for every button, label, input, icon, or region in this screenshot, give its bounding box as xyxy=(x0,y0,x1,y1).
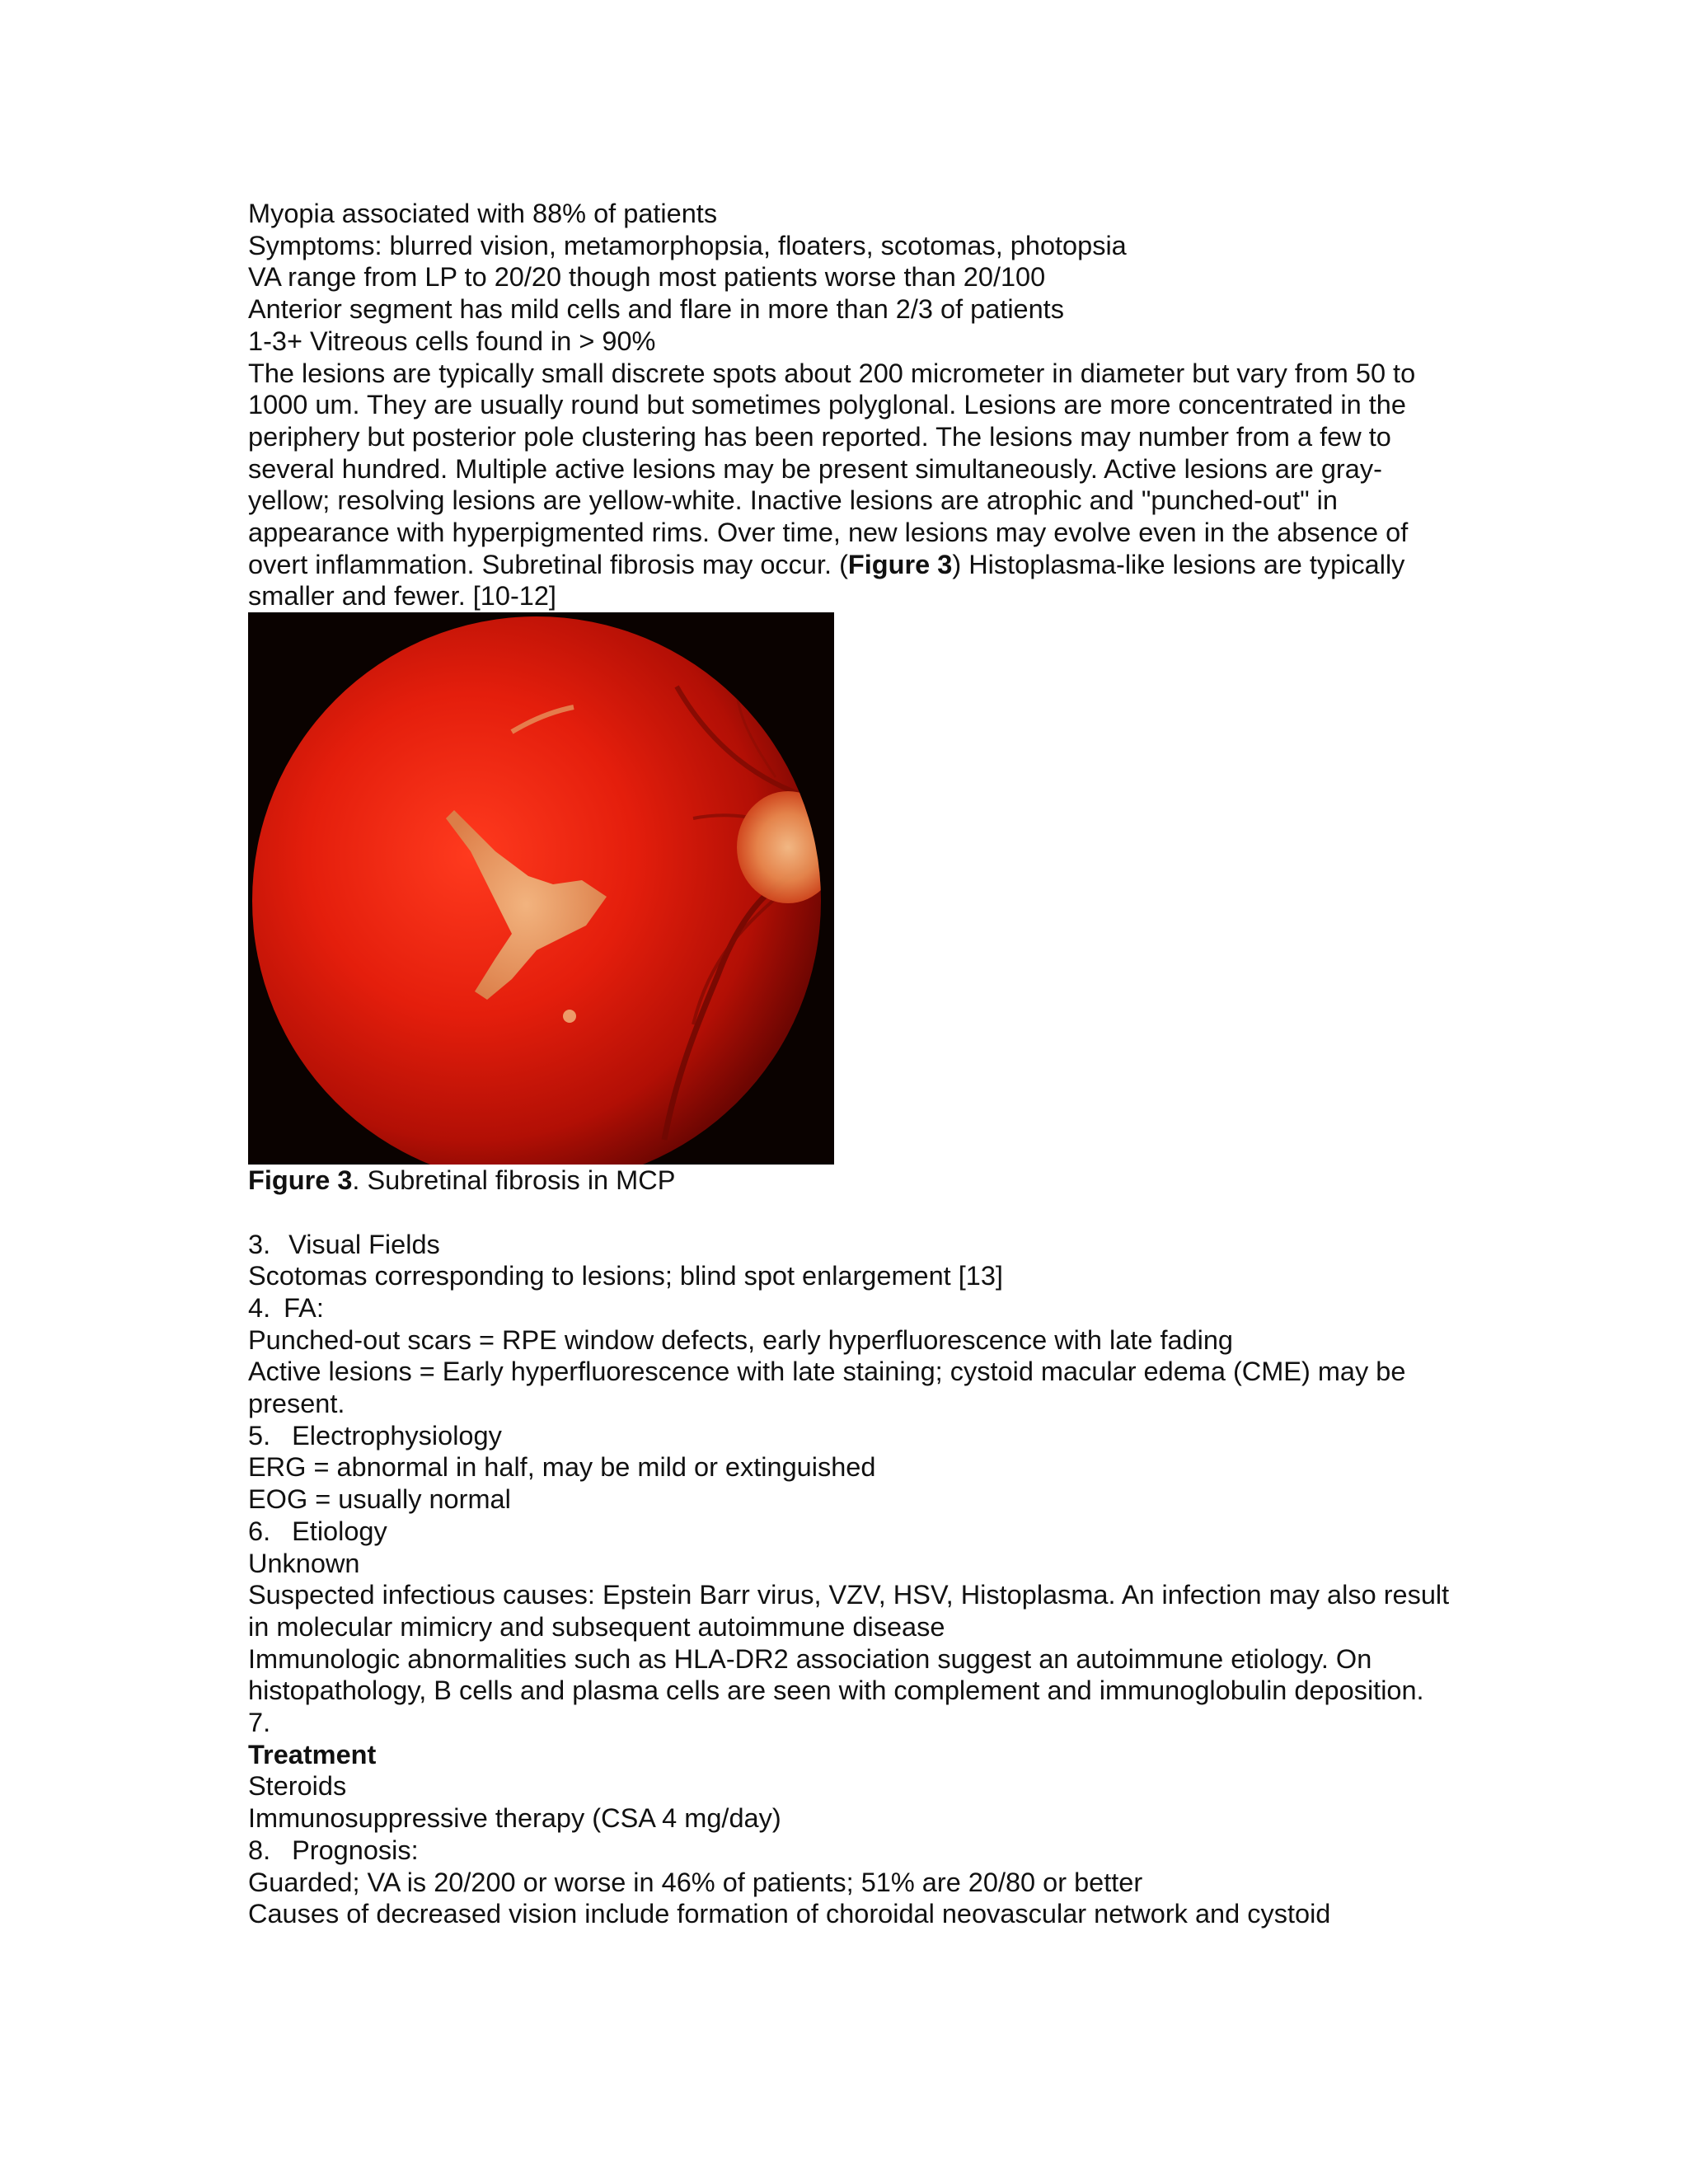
fundus-photo-figure-3 xyxy=(248,612,834,1165)
figure-caption xyxy=(248,1165,1451,1197)
figure-caption-text: . Subretinal fibrosis in MCP xyxy=(352,1165,676,1196)
fundus-photo-image xyxy=(248,612,834,1165)
lesions-paragraph-text-end: ) Histoplasma-like lesions are typically smaller and fewer. [10-12] xyxy=(248,549,1405,612)
section-number: 5. xyxy=(248,1420,271,1451)
text-line-symptoms: Symptoms: blurred vision, metamorphopsia, floaters, scotomas, photopsia xyxy=(248,230,1127,260)
lesions-paragraph xyxy=(248,358,1458,613)
section-title: Electrophysiology xyxy=(292,1420,502,1451)
section-etiology-heading xyxy=(248,1516,1451,1548)
electro-text-2: EOG = usually normal xyxy=(248,1484,511,1515)
text-line-va-range: VA range from LP to 20/20 though most patients worse than 20/100 xyxy=(248,262,1046,293)
document-page xyxy=(248,198,1451,1930)
section-fa-heading xyxy=(248,1292,1451,1324)
figure-caption-label: Figure 3 xyxy=(248,1165,353,1196)
section-title: Visual Fields xyxy=(288,1229,440,1259)
section-title: Prognosis: xyxy=(292,1835,419,1865)
etiology-text-1: Unknown xyxy=(248,1548,360,1578)
etiology-text-3: Immunologic abnormalities such as HLA-DR2 association suggest an autoimmune etiology. On histopathology, B cells and plasma cells are seen with complement and immunoglobulin deposition. xyxy=(248,1643,1424,1706)
section-title: Etiology xyxy=(292,1516,387,1546)
section-number: 3. xyxy=(248,1229,271,1259)
section-title: FA: xyxy=(284,1292,324,1323)
text-line-vitreous-cells: 1-3+ Vitreous cells found in > 90% xyxy=(248,326,656,356)
section-number: 8. xyxy=(248,1835,271,1865)
text-line-myopia: Myopia associated with 88% of patients xyxy=(248,199,718,228)
fa-text-2: Active lesions = Early hyperfluorescence with late staining; cystoid macular edema (CME) may be present. xyxy=(248,1357,1406,1419)
fa-text-1: Punched-out scars = RPE window defects, early hyperfluorescence with late fading xyxy=(248,1324,1234,1355)
section-number: 6. xyxy=(248,1516,271,1546)
visual-fields-text: Scotomas corresponding to lesions; blind spot enlargement [13] xyxy=(248,1261,1003,1291)
section-electrophysiology-heading xyxy=(248,1420,1451,1452)
section-number: 4. xyxy=(248,1292,271,1323)
treatment-text-2: Immunosuppressive therapy (CSA 4 mg/day) xyxy=(248,1803,781,1834)
lesions-paragraph-text: The lesions are typically small discrete spots about 200 micrometer in diameter but vary from 50 to 1000 um. They are usually round but sometimes polyglonal. Lesions are more concentrated in the periphery but posterior pole clustering has been reported. The lesions may number from a few to several hundred. Multiple active lesions may be present simultaneously. Active lesions are gray-yellow; resolving lesions are yellow-white. Inactive lesions are atrophic and "punched-out" in appearance with hyperpigmented rims. Over time, new lesions may evolve even in the absence of overt inflammation. Subretinal fibrosis may occur. ( xyxy=(248,358,1416,579)
treatment-text-1: Steroids xyxy=(248,1771,347,1802)
section-visual-fields-heading xyxy=(248,1229,1451,1261)
blank-line xyxy=(248,1197,1451,1229)
section-treatment-title: Treatment xyxy=(248,1739,377,1769)
section-prognosis-heading xyxy=(248,1835,1451,1867)
etiology-text-2: Suspected infectious causes: Epstein Barr virus, VZV, HSV, Histoplasma. An infection may also result in molecular mimicry and subsequent autoimmune disease xyxy=(248,1580,1450,1642)
electro-text-1: ERG = abnormal in half, may be mild or extinguished xyxy=(248,1452,876,1483)
prognosis-text-1: Guarded; VA is 20/200 or worse in 46% of patients; 51% are 20/80 or better xyxy=(248,1867,1143,1897)
text-line-anterior-segment: Anterior segment has mild cells and flare in more than 2/3 of patients xyxy=(248,294,1064,325)
prognosis-text-2: Causes of decreased vision include formation of choroidal neovascular network and cystoid xyxy=(248,1899,1331,1929)
section-treatment-number: 7. xyxy=(248,1708,271,1738)
figure-3-reference: Figure 3 xyxy=(847,549,953,579)
